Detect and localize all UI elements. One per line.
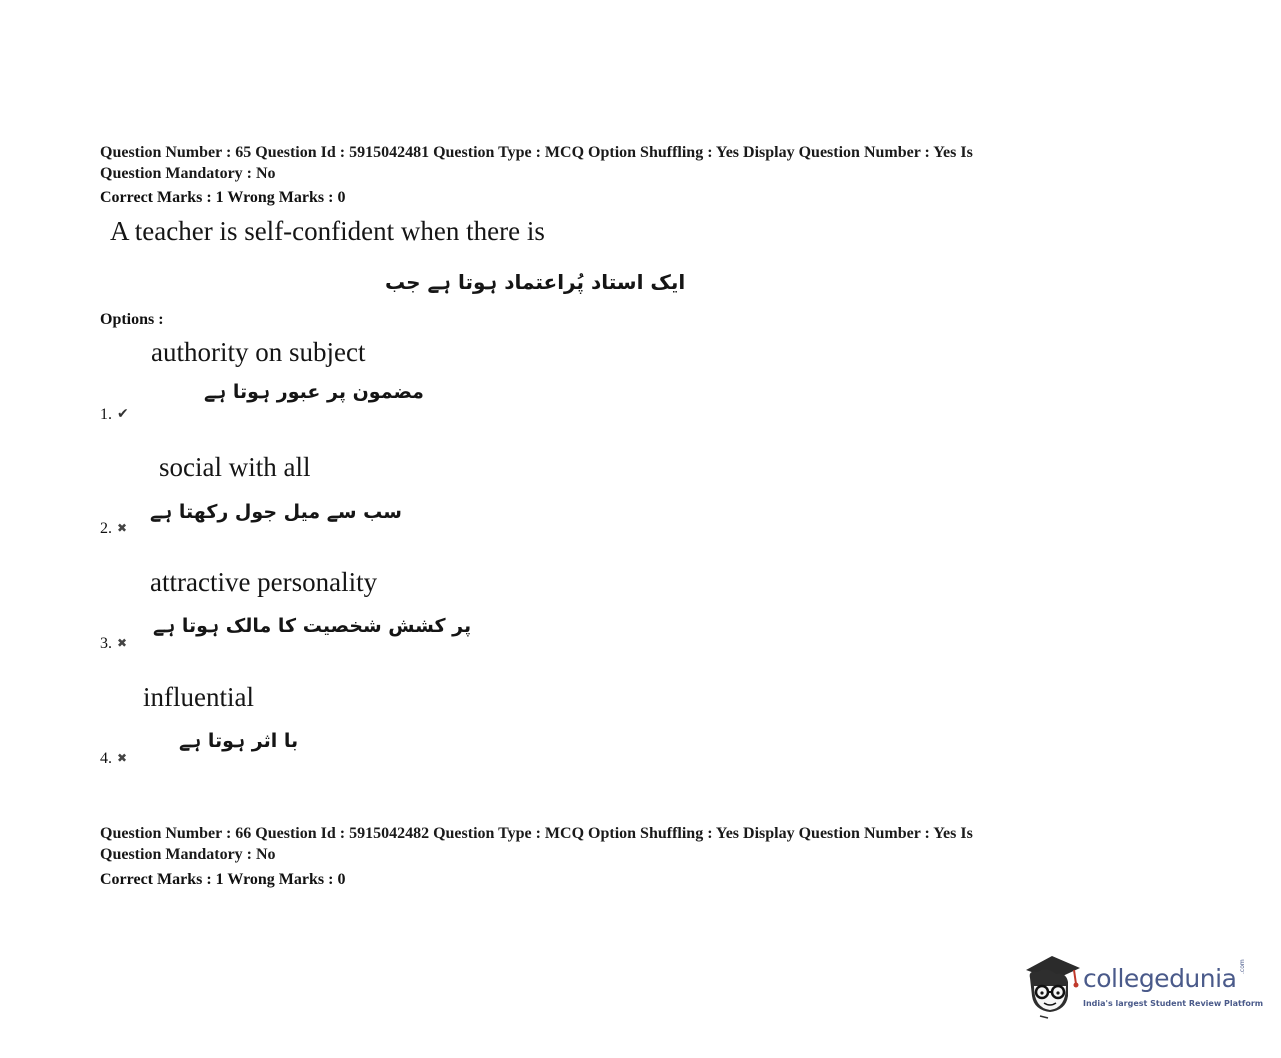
option-number-label: 2. <box>100 520 112 537</box>
question-meta-line: Question Mandatory : No <box>100 165 276 182</box>
logo-tagline: India's largest Student Review Platform <box>1083 999 1264 1008</box>
question-meta-line: Question Mandatory : No <box>100 846 276 863</box>
question-text-urdu: ایک استاد پُراعتماد ہوتا ہے جب <box>385 270 686 294</box>
collegedunia-logo <box>1022 950 1262 1020</box>
logo-wordmark: collegedunia <box>1083 964 1237 993</box>
option-3-number <box>100 633 127 654</box>
option-3-text-urdu: پر کشش شخصیت کا مالک ہوتا ہے <box>153 615 472 637</box>
check-icon: ✔ <box>117 406 129 422</box>
cross-icon: ✖ <box>117 521 128 535</box>
options-label: Options : <box>100 311 164 328</box>
option-number-label: 3. <box>100 635 112 652</box>
option-number-label: 4. <box>100 750 112 767</box>
cross-icon: ✖ <box>117 636 128 650</box>
question-meta-line: Question Number : 65 Question Id : 5915042481 Question Type : MCQ Option Shuffling : Yes Display Question Number : Yes Is <box>100 144 973 161</box>
option-4-number <box>100 748 127 769</box>
logo-suffix: .com <box>1239 959 1246 974</box>
option-2-text-english: social with all <box>159 452 311 482</box>
option-3-text-english: attractive personality <box>150 567 378 597</box>
option-1-text-english: authority on subject <box>151 337 366 367</box>
option-4-text-urdu: با اثر ہوتا ہے <box>179 730 299 752</box>
question-66-marks: Correct Marks : 1 Wrong Marks : 0 <box>100 871 346 888</box>
question-text-english: A teacher is self-confident when there is <box>110 216 545 246</box>
question-65-meta <box>100 142 1100 184</box>
mascot-icon <box>1022 950 1084 1020</box>
question-66-meta <box>100 823 1100 865</box>
option-1-text-urdu: مضمون پر عبور ہوتا ہے <box>204 381 424 403</box>
option-2-text-urdu: سب سے میل جول رکھتا ہے <box>150 501 402 523</box>
option-4-text-english: influential <box>143 682 254 712</box>
option-1-number <box>100 404 129 425</box>
option-2-number <box>100 518 127 539</box>
question-meta-line: Question Number : 66 Question Id : 5915042482 Question Type : MCQ Option Shuffling : Yes Display Question Number : Yes Is <box>100 825 973 842</box>
option-number-label: 1. <box>100 406 112 423</box>
cross-icon: ✖ <box>117 751 128 765</box>
question-65-marks: Correct Marks : 1 Wrong Marks : 0 <box>100 189 346 206</box>
